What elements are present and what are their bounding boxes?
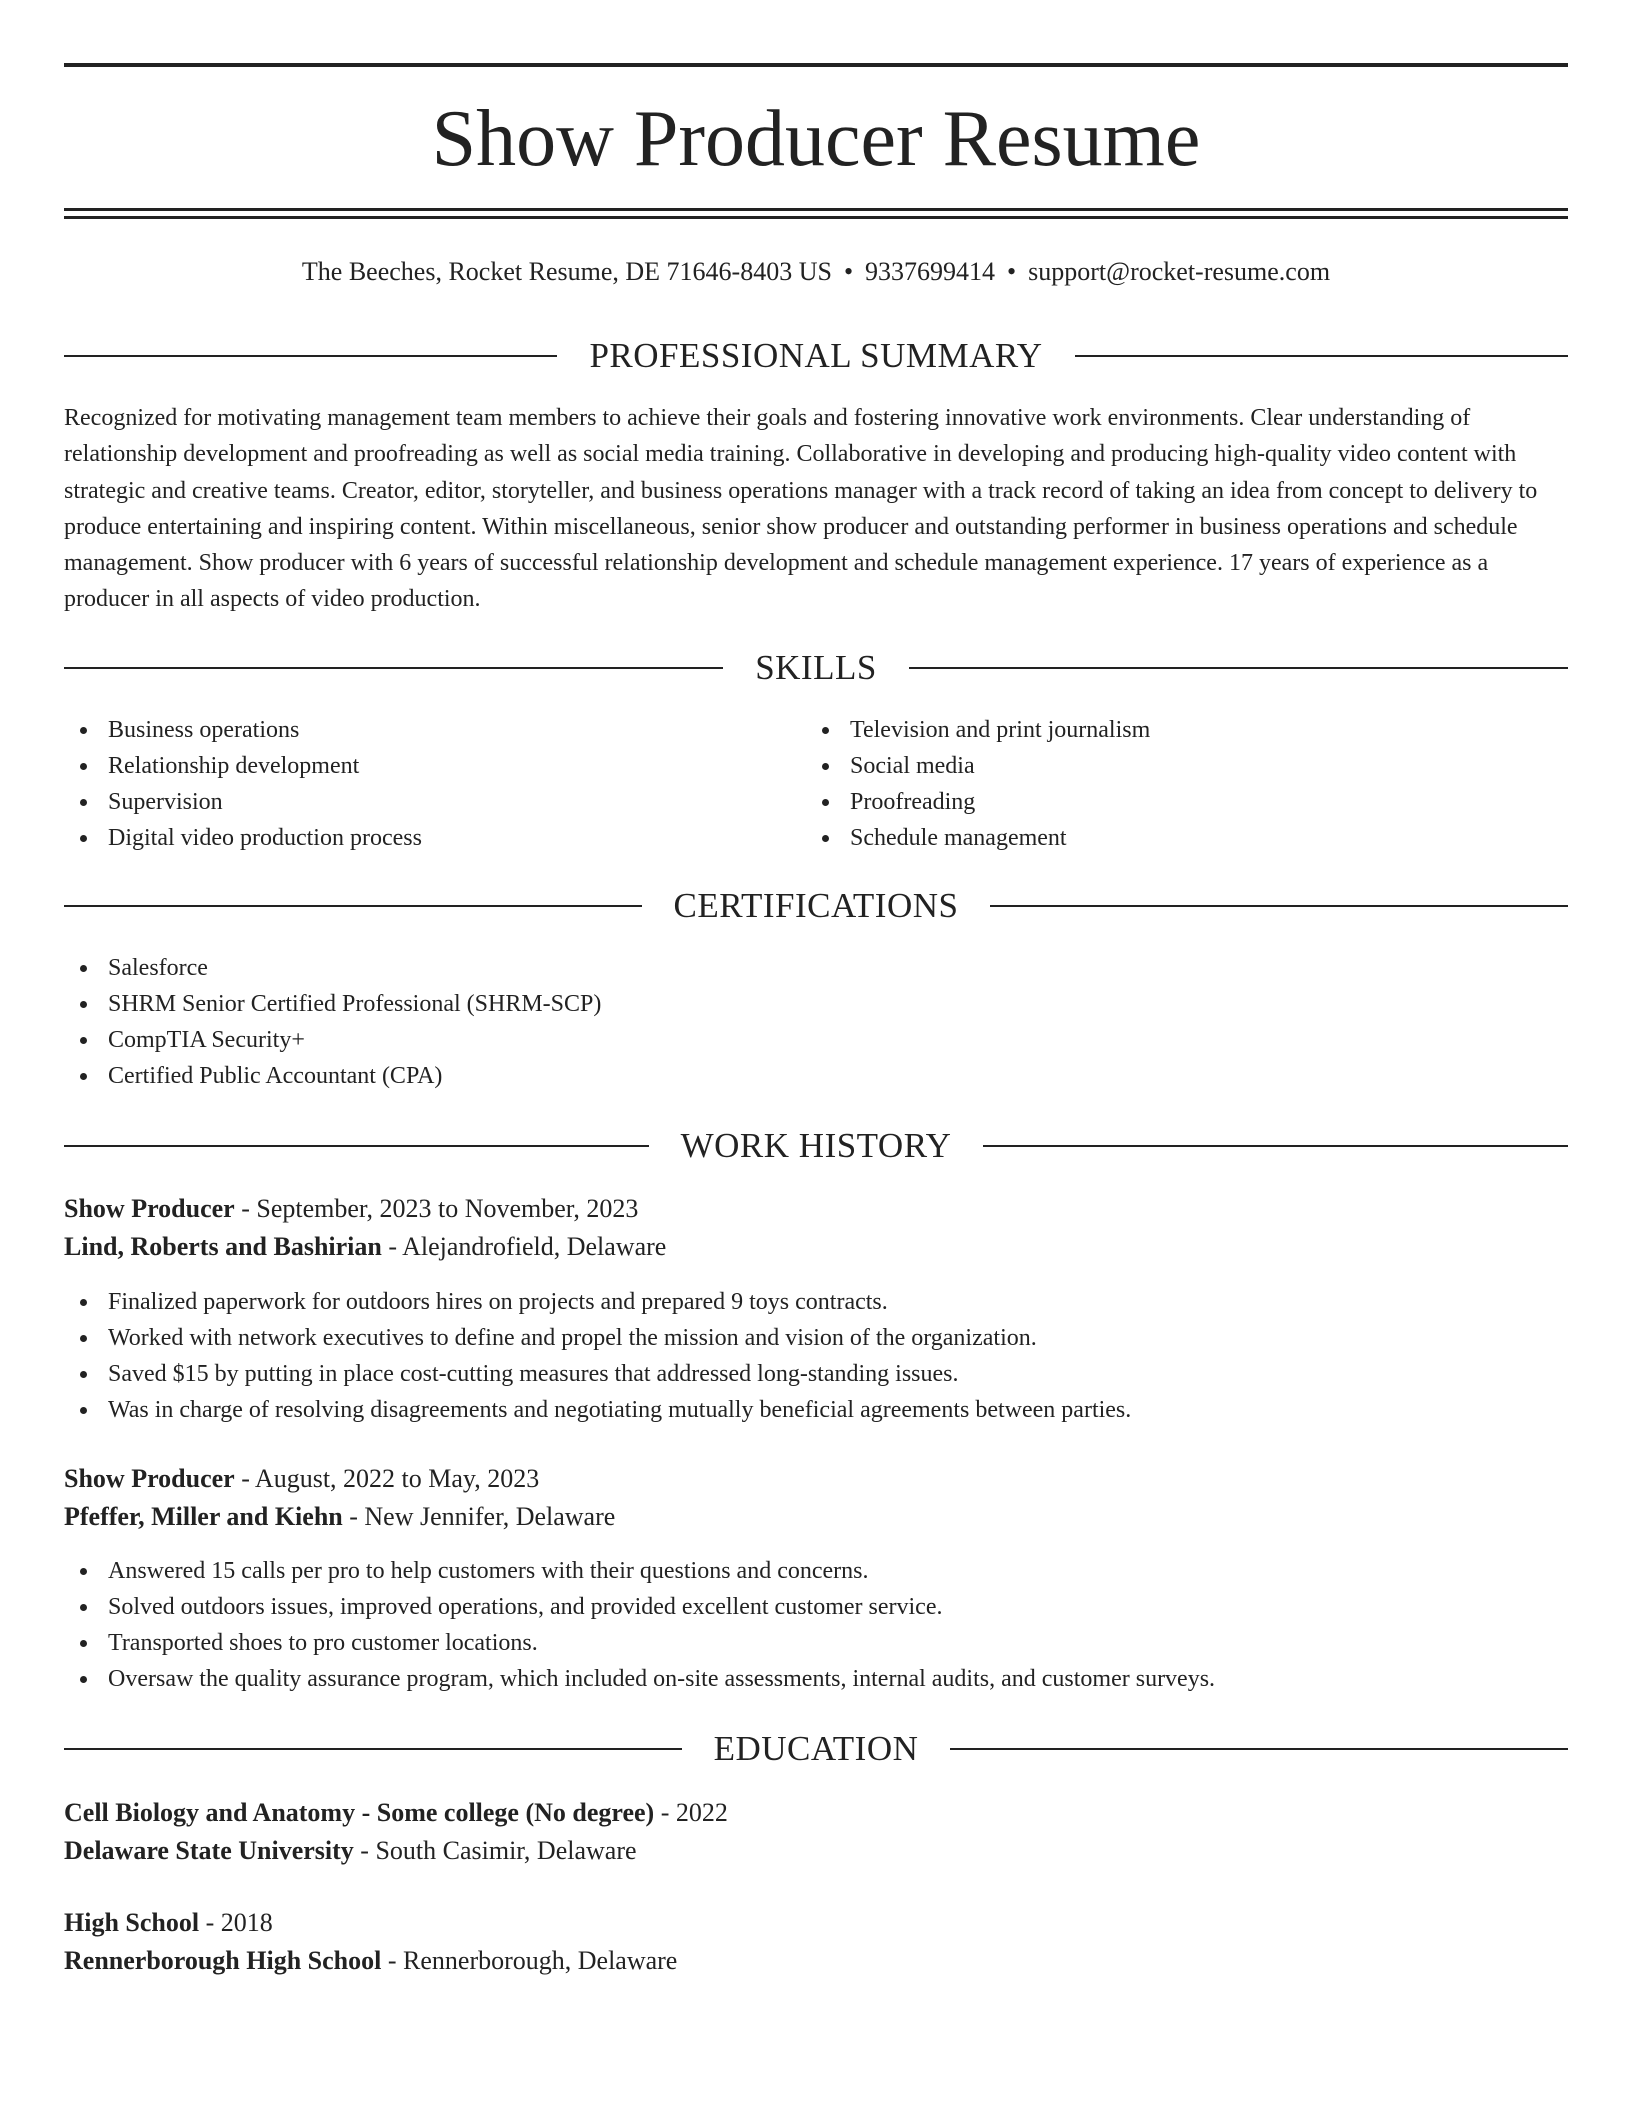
education-year: - 2018 <box>199 1908 273 1937</box>
section-title: SKILLS <box>755 648 877 687</box>
education-year: - 2022 <box>654 1798 728 1827</box>
education-degree-line <box>64 1795 728 1831</box>
list-item: Saved $15 by putting in place cost-cutting measures that addressed long-standing issues. <box>64 1356 1131 1392</box>
contact-phone[interactable]: 9337699414 <box>865 257 996 286</box>
list-item: Social media <box>806 748 1150 784</box>
education-degree: Cell Biology and Anatomy - Some college (No degree) <box>64 1798 655 1827</box>
education-location: - Rennerborough, Delaware <box>381 1946 678 1975</box>
job-title: Show Producer <box>64 1194 235 1223</box>
certifications-list <box>64 950 601 1094</box>
section-title: WORK HISTORY <box>680 1126 952 1165</box>
list-item: Television and print journalism <box>806 712 1150 748</box>
education-degree-line <box>64 1905 273 1941</box>
heading-rule-right <box>1075 355 1568 357</box>
page-title: Show Producer Resume <box>431 95 1201 183</box>
summary-text: Recognized for motivating management team members to achieve their goals and fostering innovative work environments. Clear understanding of relationship development and proofreading as well as social media training. Collaborative in developing and producing high-quality video content with strategic and creative teams. Creator, editor, storyteller, and business operations manager with a track record of taking an idea from concept to delivery to produce entertaining and inspiring content. Within miscellaneous, senior show producer and outstanding performer in business operations and schedule management. Show producer with 6 years of successful relationship development and schedule management experience. 17 years of experience as a producer in all aspects of video production. <box>64 405 1538 613</box>
heading-rule-right <box>990 905 1568 907</box>
education-school: Rennerborough High School <box>64 1946 382 1975</box>
job-company-line <box>64 1499 615 1535</box>
contact-email[interactable]: support@rocket-resume.com <box>1028 257 1331 286</box>
list-item: Finalized paperwork for outdoors hires on projects and prepared 9 toys contracts. <box>64 1284 1131 1320</box>
education-school: Delaware State University <box>64 1836 354 1865</box>
list-item: Oversaw the quality assurance program, which included on-site assessments, internal audits, and customer surveys. <box>64 1661 1215 1697</box>
job-dates: - August, 2022 to May, 2023 <box>234 1464 540 1493</box>
skills-list-left <box>64 712 422 856</box>
education-location: - South Casimir, Delaware <box>353 1836 637 1865</box>
job-company-line <box>64 1229 666 1265</box>
section-title: PROFESSIONAL SUMMARY <box>589 336 1043 375</box>
job-company: Pfeffer, Miller and Kiehn <box>64 1502 343 1531</box>
job-title: Show Producer <box>64 1464 235 1493</box>
heading-rule-left <box>64 905 642 907</box>
section-title: CERTIFICATIONS <box>673 886 959 925</box>
section-heading-work <box>64 1124 1568 1168</box>
heading-rule-left <box>64 355 557 357</box>
heading-rule-right <box>909 667 1568 669</box>
section-heading-education <box>64 1727 1568 1771</box>
contact-separator: • <box>843 257 854 286</box>
list-item: Certified Public Accountant (CPA) <box>64 1058 601 1094</box>
education-school-line <box>64 1943 677 1979</box>
list-item: Digital video production process <box>64 820 422 856</box>
list-item: SHRM Senior Certified Professional (SHRM-SCP) <box>64 986 601 1022</box>
job-company: Lind, Roberts and Bashirian <box>64 1232 382 1261</box>
contact-info <box>64 254 1568 290</box>
job-bullets <box>64 1284 1131 1428</box>
list-item: Relationship development <box>64 748 422 784</box>
list-item: Supervision <box>64 784 422 820</box>
contact-separator: • <box>1007 257 1017 286</box>
job-bullets <box>64 1553 1215 1697</box>
list-item: Schedule management <box>806 820 1150 856</box>
skills-list-right <box>806 712 1150 856</box>
section-heading-certifications <box>64 884 1568 928</box>
list-item: Was in charge of resolving disagreements and negotiating mutually beneficial agreements between parties. <box>64 1392 1131 1428</box>
heading-rule-right <box>950 1748 1568 1750</box>
header-double-rule-lower <box>64 216 1568 219</box>
heading-rule-right <box>983 1145 1568 1147</box>
list-item: Salesforce <box>64 950 601 986</box>
list-item: Solved outdoors issues, improved operations, and provided excellent customer service. <box>64 1589 1215 1625</box>
section-heading-skills <box>64 646 1568 690</box>
heading-rule-left <box>64 667 723 669</box>
list-item: Transported shoes to pro customer locations. <box>64 1625 1215 1661</box>
list-item: Worked with network executives to define and propel the mission and vision of the organization. <box>64 1320 1131 1356</box>
list-item: Answered 15 calls per pro to help customers with their questions and concerns. <box>64 1553 1215 1589</box>
heading-rule-left <box>64 1145 649 1147</box>
job-location: - Alejandrofield, Delaware <box>381 1232 667 1261</box>
list-item: CompTIA Security+ <box>64 1022 601 1058</box>
job-title-line <box>64 1191 638 1227</box>
education-degree: High School <box>64 1908 200 1937</box>
list-item: Business operations <box>64 712 422 748</box>
heading-rule-left <box>64 1748 682 1750</box>
section-title: EDUCATION <box>713 1729 919 1768</box>
job-dates: - September, 2023 to November, 2023 <box>234 1194 639 1223</box>
header-double-rule-upper <box>64 208 1568 211</box>
list-item: Proofreading <box>806 784 1150 820</box>
job-location: - New Jennifer, Delaware <box>342 1502 616 1531</box>
job-title-line <box>64 1461 539 1497</box>
contact-address: The Beeches, Rocket Resume, DE 71646-8403 US <box>301 257 832 286</box>
education-school-line <box>64 1833 637 1869</box>
section-heading-summary <box>64 334 1568 378</box>
header-top-rule <box>64 63 1568 67</box>
